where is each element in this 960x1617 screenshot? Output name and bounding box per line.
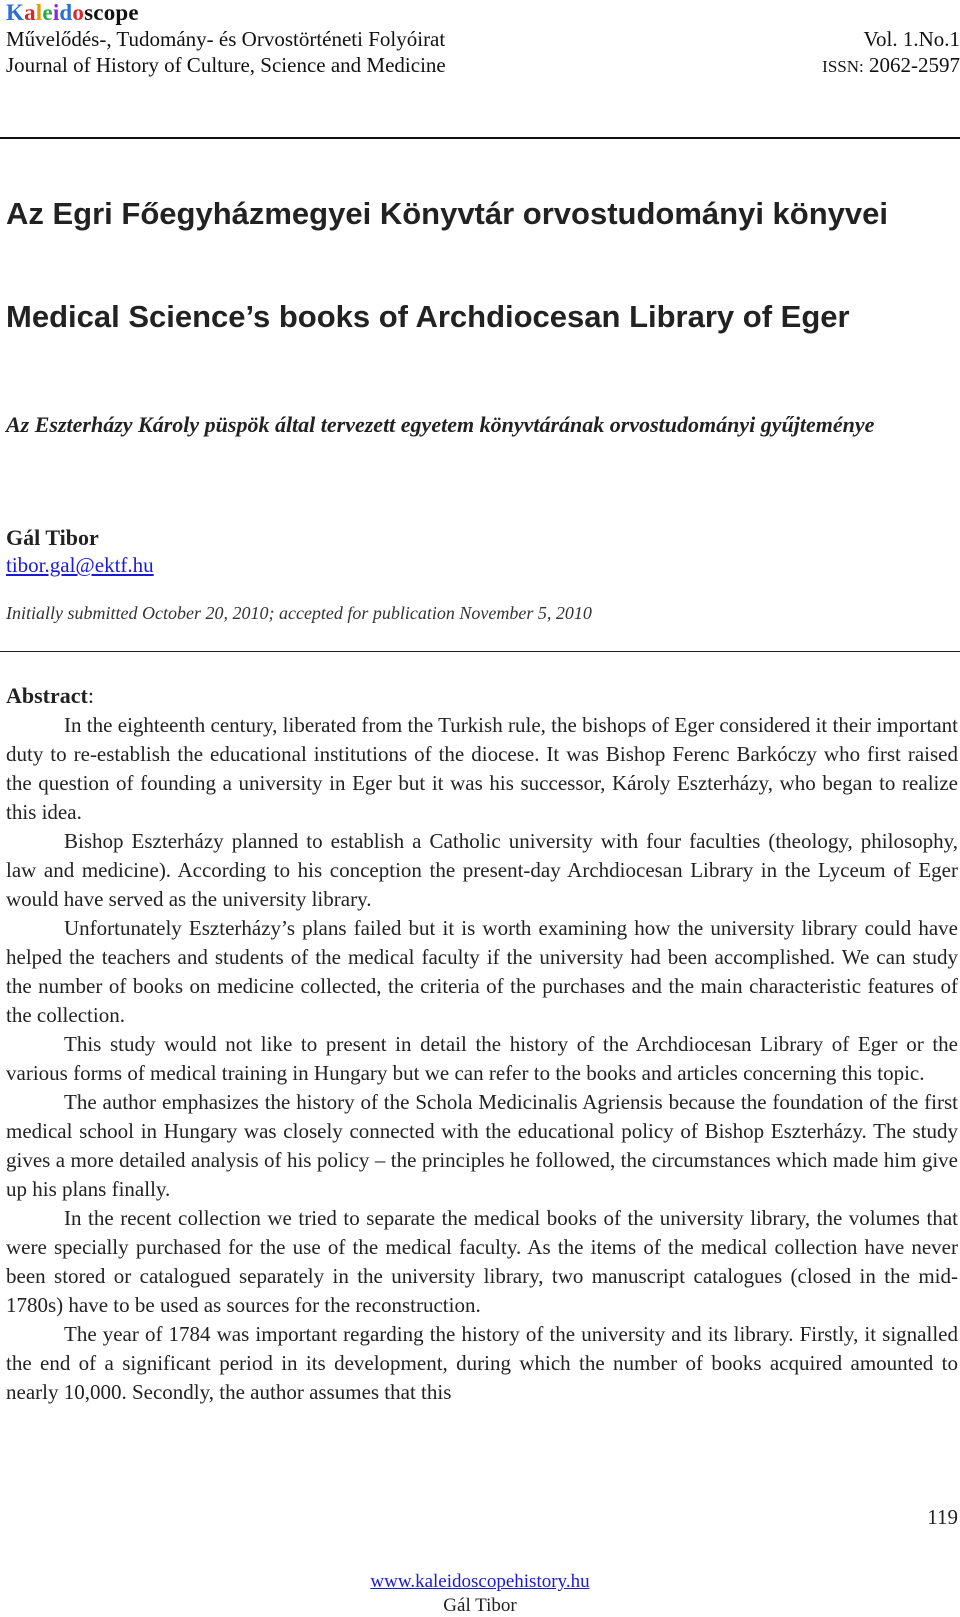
abstract-paragraph: Bishop Eszterházy planned to establish a Catholic university with four faculties (theology, philosophy, law and medicine). According to his conception the present-day Archdiocesan Library in the Lyceum of Eger would have served as the university library. [6,829,958,911]
issn-value: 2062-2597 [869,53,960,77]
journal-logo-letter: s [84,0,94,25]
journal-logo-letter: e [42,0,53,25]
journal-logo-letter: K [6,0,25,25]
volume-number: Vol. 1.No.1 [863,27,960,51]
journal-logo-letter: i [52,0,60,25]
abstract-paragraph: The author emphasizes the history of the Schola Medicinalis Agriensis because the foundation of the first medical school in Hungary was closely connected with the educational policy of Bishop Eszterházy. The study gives a more detailed analysis of his policy – the principles he followed, the circumstances which made him give up his plans finally. [6,1090,958,1201]
article-title-en: Medical Science’s books of Archdiocesan Library of Eger [6,299,850,334]
journal-logo-letter: a [24,0,36,25]
journal-title-en: Journal of History of Culture, Science and Medicine [6,53,446,77]
abstract-divider [0,651,960,652]
abstract-paragraph: The year of 1784 was important regarding the history of the university and its library. Firstly, it signalled the end of a significant period in its development, during which the number of books acquired amounted to nearly 10,000. Secondly, the author assumes that this [6,1322,958,1404]
journal-logo-letter: o [72,0,85,25]
journal-title-hu: Művelődés-, Tudomány- és Orvostörténeti Folyóirat [6,27,446,51]
journal-logo-letter: c [93,0,104,25]
abstract-colon: : [87,683,94,708]
journal-logo-letter: p [115,0,129,25]
journal-logo [6,0,139,26]
journal-logo-letter: e [128,0,139,25]
footer-author: Gál Tibor [443,1595,517,1616]
abstract-paragraph: Unfortunately Eszterházy’s plans failed but it is worth examining how the university library could have helped the teachers and students of the medical faculty if the university had been accomplished. We can study the number of books on medicine collected, the criteria of the purchases and the main characteristic features of the collection. [6,916,958,1027]
article-title-hu: Az Egri Főegyházmegyei Könyvtár orvostudományi könyvei [6,196,889,231]
abstract-label: Abstract [6,683,88,708]
footer-website-link[interactable]: www.kaleidoscopehistory.hu [370,1571,590,1592]
author-email-link[interactable]: tibor.gal@ektf.hu [6,553,154,577]
page-number: 119 [927,1505,958,1529]
article-subtitle: Az Eszterházy Károly püspök által tervezett egyetem könyvtárának orvostudományi gyűjteménye [6,412,875,437]
submission-dates: Initially submitted October 20, 2010; accepted for publication November 5, 2010 [6,603,592,623]
header-divider [0,137,960,139]
abstract-paragraph: This study would not like to present in detail the history of the Archdiocesan Library of Eger or the various forms of medical training in Hungary but we can refer to the books and articles concerning this topic. [6,1032,958,1085]
author-name: Gál Tibor [6,525,99,550]
journal-logo-letter: o [103,0,116,25]
journal-logo-letter: d [59,0,73,25]
journal-logo-letter: l [35,0,43,25]
issn-label: ISSN: [822,57,864,76]
footer-url-container [0,1571,960,1593]
abstract-paragraph: In the recent collection we tried to separate the medical books of the university library, the volumes that were specially purchased for the use of the medical faculty. As the items of the medical collection have never been stored or catalogued separately in the university library, two manuscript catalogues (closed in the mid-1780s) have to be used as sources for the reconstruction. [6,1206,958,1317]
issn [822,53,960,78]
abstract-body [6,711,958,1407]
abstract-paragraph: In the eighteenth century, liberated from the Turkish rule, the bishops of Eger considered it their important duty to re-establish the educational institutions of the diocese. It was Bishop Ferenc Barkóczy who first raised the question of founding a university in Eger but it was his successor, Károly Eszterházy, who began to realize this idea. [6,713,958,824]
abstract-heading [6,683,94,709]
